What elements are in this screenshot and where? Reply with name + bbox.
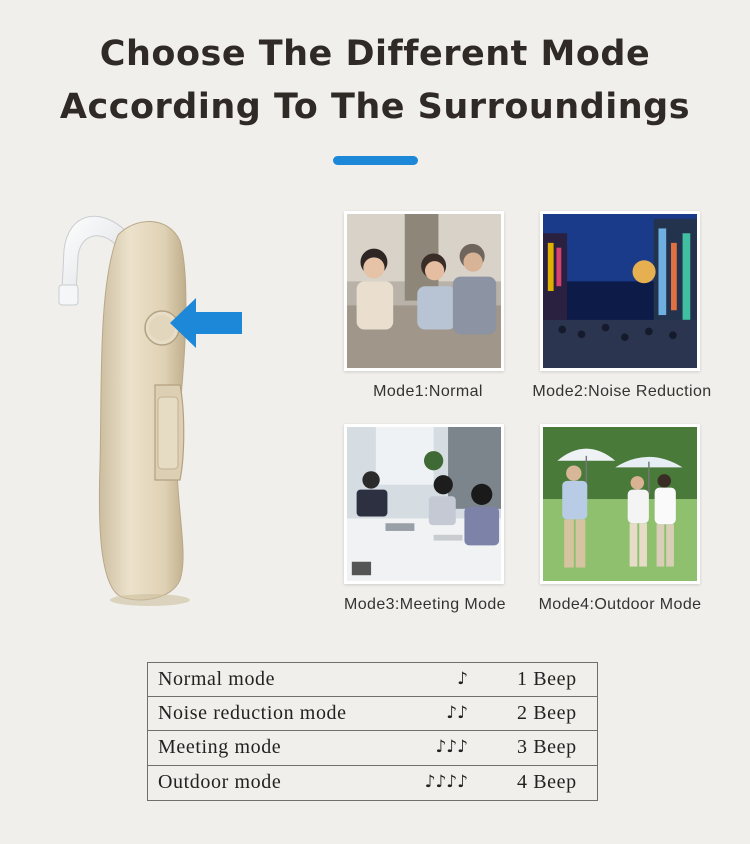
row-beep-count: 1 Beep [517, 668, 577, 690]
mode-2-caption: Mode2:Noise Reduction [532, 383, 712, 400]
row-beep-count: 2 Beep [517, 702, 577, 724]
mode-2-photo [540, 211, 700, 371]
row-beep-count: 3 Beep [517, 736, 577, 758]
hearing-aid-illustration [40, 195, 280, 615]
title-line-1: Choose The Different Mode [99, 34, 651, 74]
page-title [0, 28, 750, 134]
music-note-icon: ♪♪♪♪ [424, 772, 468, 792]
title-line-2: According To The Surroundings [59, 87, 691, 127]
row-beep-count: 4 Beep [517, 771, 577, 793]
table-row [148, 697, 597, 731]
row-mode-name: Outdoor mode [158, 771, 282, 793]
mode-beep-table [147, 662, 598, 801]
mode-4-photo [540, 424, 700, 584]
mode-1-photo [344, 211, 504, 371]
mode-3-caption: Mode3:Meeting Mode [344, 596, 506, 613]
arrow-left-icon [170, 298, 242, 348]
table-row [148, 766, 597, 800]
mode-3-photo [344, 424, 504, 584]
music-note-icon: ♪♪♪ [435, 737, 468, 757]
music-note-icon: ♪ [457, 669, 468, 689]
row-mode-name: Noise reduction mode [158, 702, 347, 724]
mode-1-caption: Mode1:Normal [373, 383, 483, 400]
table-row [148, 663, 597, 697]
title-underline [333, 156, 418, 165]
row-mode-name: Meeting mode [158, 736, 282, 758]
mode-4-caption: Mode4:Outdoor Mode [538, 596, 702, 613]
row-mode-name: Normal mode [158, 668, 276, 690]
table-row [148, 731, 597, 766]
music-note-icon: ♪♪ [446, 703, 468, 723]
